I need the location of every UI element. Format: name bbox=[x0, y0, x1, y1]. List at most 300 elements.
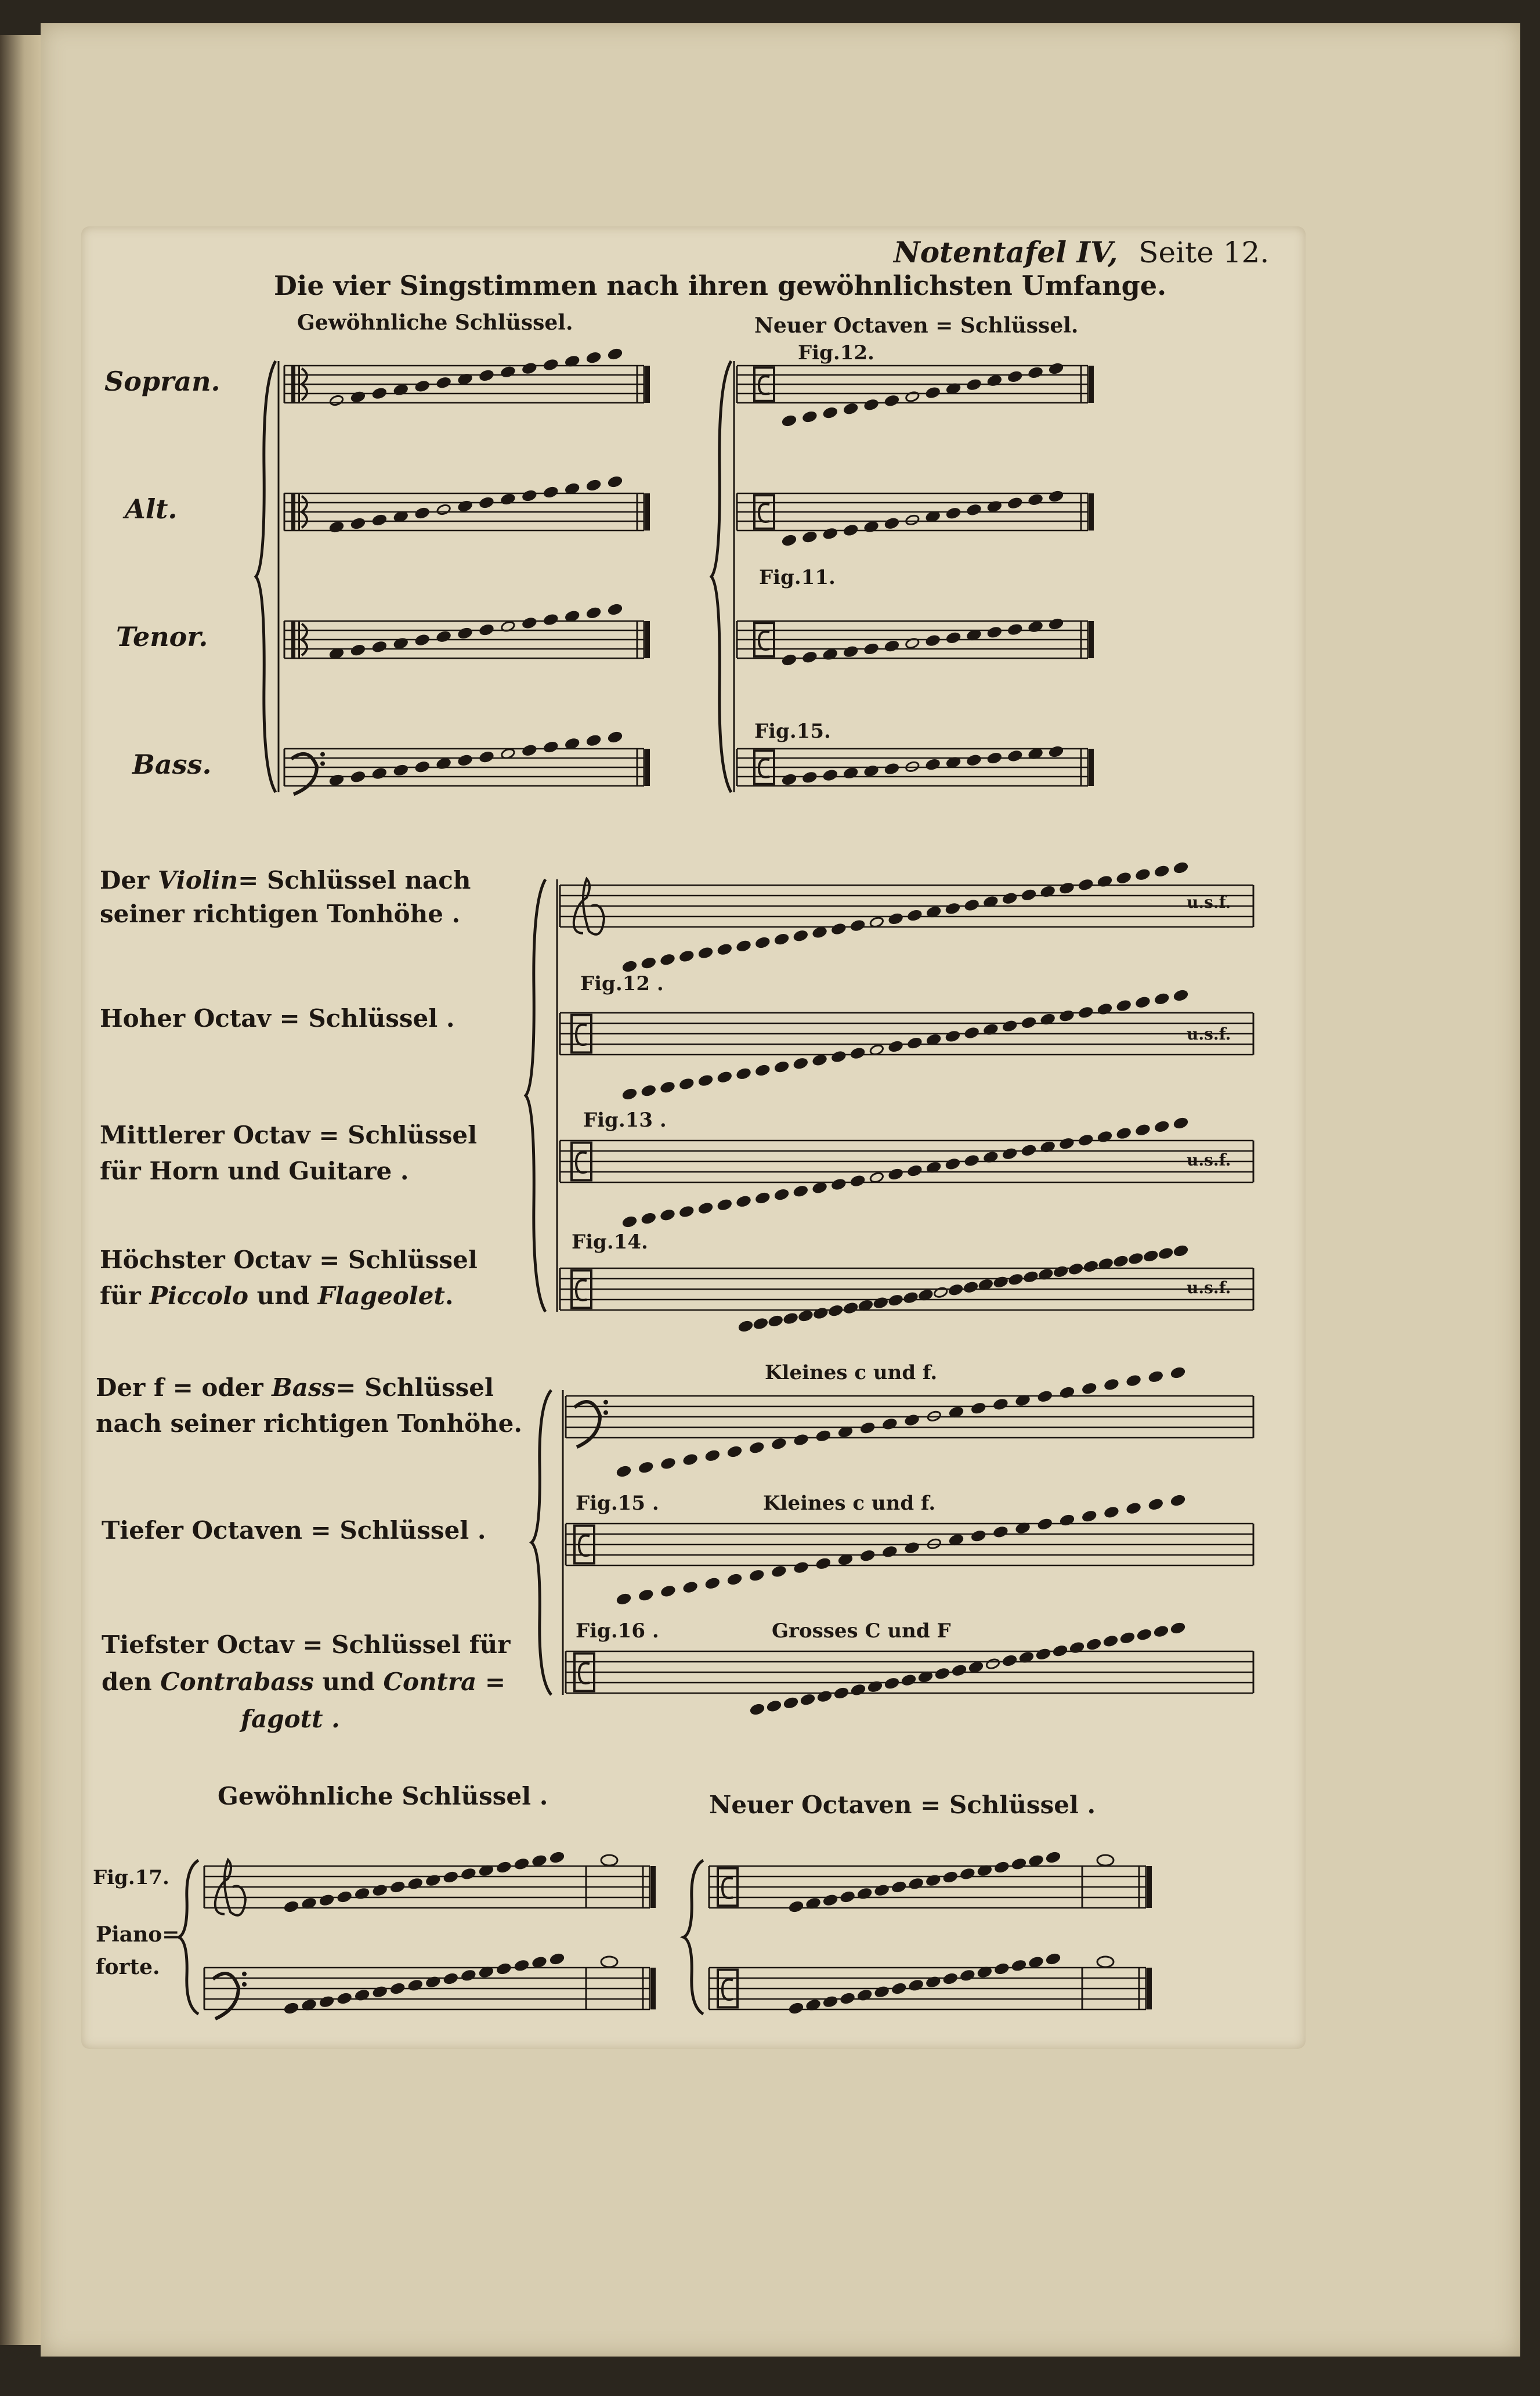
note-head bbox=[798, 1310, 813, 1322]
note-head bbox=[884, 395, 899, 407]
note-head bbox=[909, 1979, 923, 1991]
note-head bbox=[995, 1861, 1009, 1874]
note-head bbox=[372, 641, 386, 653]
brace bbox=[711, 361, 731, 792]
note-head bbox=[903, 1291, 918, 1304]
note-head bbox=[522, 490, 537, 502]
clef-mark bbox=[291, 621, 295, 658]
note-head bbox=[415, 761, 429, 773]
fig-label: Fig.12 . bbox=[580, 972, 664, 995]
note-head bbox=[891, 1881, 906, 1893]
clef-mark bbox=[291, 493, 295, 531]
note-head bbox=[1170, 1367, 1185, 1379]
note-head bbox=[550, 1852, 564, 1864]
note-head bbox=[946, 632, 960, 644]
note-head bbox=[1104, 1379, 1119, 1391]
clef-mark bbox=[759, 632, 769, 649]
note-head bbox=[943, 1973, 957, 1985]
clef-mark bbox=[291, 366, 295, 403]
brace bbox=[256, 361, 276, 792]
label-text: Contrabass bbox=[160, 1668, 314, 1696]
note-head bbox=[1155, 993, 1169, 1005]
fig-label: Fig.11. bbox=[759, 566, 836, 589]
note-head bbox=[933, 1286, 948, 1298]
clef-mark bbox=[576, 1280, 587, 1301]
note-head bbox=[1049, 746, 1063, 758]
note-head bbox=[843, 403, 858, 415]
note-head bbox=[832, 923, 846, 935]
note-head bbox=[883, 1418, 897, 1430]
note-head bbox=[888, 913, 903, 925]
label-low-octave-clef: Tiefer Octaven = Schlüssel . bbox=[102, 1516, 486, 1545]
note-head bbox=[860, 1550, 874, 1562]
note-head bbox=[1078, 1134, 1093, 1146]
note-head bbox=[987, 626, 1002, 638]
note-head bbox=[1002, 1655, 1017, 1667]
note-head bbox=[1173, 990, 1188, 1002]
note-head bbox=[901, 1674, 916, 1686]
note-head bbox=[948, 1284, 963, 1296]
note-head bbox=[373, 1884, 387, 1896]
clef-mark bbox=[576, 1025, 587, 1045]
label-text: . bbox=[444, 1282, 454, 1310]
note-head bbox=[337, 1993, 352, 2005]
note-head bbox=[908, 1037, 922, 1049]
note-head bbox=[514, 1858, 529, 1870]
note-head bbox=[1097, 1957, 1114, 1967]
clef-mark bbox=[722, 1980, 733, 2000]
note-head bbox=[679, 950, 694, 962]
note-head bbox=[550, 1953, 564, 1965]
note-head bbox=[479, 370, 494, 382]
voice-label-bass: Bass. bbox=[132, 749, 212, 780]
staff-title: Grosses C und F bbox=[772, 1619, 951, 1643]
section4-col-right: Neuer Octaven = Schlüssel . bbox=[709, 1791, 1096, 1819]
note-head bbox=[608, 476, 622, 488]
note-head bbox=[817, 1690, 832, 1702]
note-head bbox=[1137, 1629, 1151, 1641]
note-head bbox=[753, 1318, 768, 1330]
note-head bbox=[884, 763, 899, 775]
note-head bbox=[816, 1557, 830, 1569]
note-head bbox=[840, 1891, 855, 1903]
brace bbox=[179, 1860, 198, 2014]
label-text: Contra bbox=[383, 1668, 477, 1696]
note-head bbox=[1173, 1245, 1188, 1257]
note-head bbox=[1148, 1498, 1163, 1510]
note-head bbox=[860, 1422, 874, 1434]
note-head bbox=[390, 1983, 404, 1995]
note-head bbox=[1155, 1121, 1169, 1133]
note-head bbox=[864, 399, 879, 411]
note-head bbox=[812, 1054, 827, 1066]
note-head bbox=[850, 919, 865, 932]
note-head bbox=[1136, 1124, 1150, 1136]
note-head bbox=[774, 1189, 789, 1201]
note-head bbox=[1126, 1374, 1141, 1387]
note-head bbox=[774, 1061, 789, 1073]
note-head bbox=[1155, 865, 1169, 878]
label-text: Violin bbox=[157, 866, 238, 894]
note-head bbox=[812, 926, 827, 939]
note-head bbox=[960, 1868, 975, 1880]
note-head bbox=[660, 1209, 675, 1221]
note-head bbox=[408, 1878, 422, 1890]
note-head bbox=[390, 1881, 404, 1893]
note-head bbox=[1103, 1635, 1118, 1647]
note-head bbox=[843, 1302, 858, 1314]
note-head bbox=[372, 514, 386, 526]
note-head bbox=[372, 387, 386, 399]
clef-mark bbox=[298, 366, 300, 403]
note-head bbox=[622, 961, 637, 973]
note-head bbox=[749, 1442, 764, 1454]
note-head bbox=[943, 1871, 957, 1883]
note-head bbox=[926, 759, 940, 771]
note-head bbox=[1053, 1266, 1068, 1278]
clef-mark bbox=[298, 621, 300, 658]
note-head bbox=[960, 1969, 975, 1982]
note-head bbox=[945, 1158, 960, 1170]
clef-mark bbox=[213, 1973, 238, 2019]
note-head bbox=[319, 1894, 334, 1906]
note-head bbox=[952, 1664, 966, 1676]
note-head bbox=[774, 933, 789, 946]
note-head bbox=[616, 1466, 631, 1478]
note-head bbox=[608, 348, 622, 360]
label-text: nach seiner richtigen Tonhöhe. bbox=[96, 1409, 523, 1438]
label-text: Höchster Octav = Schlüssel bbox=[100, 1246, 478, 1274]
note-head bbox=[967, 504, 981, 516]
note-head bbox=[479, 751, 494, 763]
note-head bbox=[717, 943, 732, 955]
note-head bbox=[1011, 1960, 1026, 1972]
note-head bbox=[1046, 1852, 1060, 1864]
note-head bbox=[794, 1434, 808, 1446]
note-head bbox=[284, 1901, 298, 1913]
note-head bbox=[1144, 1250, 1158, 1262]
note-head bbox=[800, 1694, 815, 1706]
note-head bbox=[436, 377, 451, 389]
note-head bbox=[1104, 1506, 1119, 1518]
note-head bbox=[415, 380, 429, 392]
note-head bbox=[350, 771, 365, 783]
note-head bbox=[1068, 1263, 1083, 1275]
label-text: Piano= bbox=[96, 1922, 180, 1947]
note-head bbox=[789, 1901, 803, 1913]
note-head bbox=[851, 1684, 865, 1696]
note-head bbox=[705, 1449, 720, 1462]
note-head bbox=[373, 1986, 387, 1998]
note-head bbox=[661, 1457, 675, 1470]
note-head bbox=[767, 1700, 781, 1712]
note-head bbox=[736, 1067, 751, 1080]
note-head bbox=[908, 1165, 922, 1177]
note-head bbox=[1021, 1145, 1036, 1157]
note-head bbox=[789, 2002, 803, 2015]
note-head bbox=[727, 1574, 742, 1586]
note-head bbox=[802, 651, 817, 663]
page-number: Seite 12. bbox=[1138, 236, 1270, 269]
note-head bbox=[738, 1320, 753, 1333]
note-head bbox=[968, 1661, 983, 1673]
note-head bbox=[532, 1956, 547, 1968]
note-head bbox=[1170, 1622, 1185, 1634]
note-head bbox=[883, 1546, 897, 1558]
clef-mark bbox=[759, 759, 769, 777]
note-head bbox=[1116, 999, 1131, 1012]
note-head bbox=[793, 930, 808, 942]
note-head bbox=[971, 1530, 985, 1542]
label-text: Flageolet bbox=[317, 1282, 445, 1310]
note-head bbox=[1148, 1370, 1163, 1383]
note-head bbox=[1002, 1148, 1017, 1160]
note-head bbox=[544, 486, 558, 499]
usf-label: u.s.f. bbox=[1187, 893, 1231, 912]
note-head bbox=[522, 744, 537, 756]
fig-label: Fig.15 . bbox=[576, 1492, 659, 1515]
note-head bbox=[727, 1446, 742, 1458]
note-head bbox=[608, 731, 622, 744]
note-head bbox=[864, 643, 879, 655]
note-head bbox=[993, 1398, 1008, 1410]
note-head bbox=[544, 741, 558, 753]
note-head bbox=[497, 1861, 511, 1874]
note-head bbox=[1008, 623, 1022, 636]
note-head bbox=[1173, 1117, 1188, 1130]
note-head bbox=[329, 395, 344, 407]
plate-number: Notentafel IV, bbox=[894, 235, 1118, 269]
clef-mark bbox=[291, 754, 317, 795]
note-head bbox=[683, 1581, 697, 1593]
brace bbox=[684, 1860, 703, 2014]
note-head bbox=[461, 1969, 476, 1982]
note-head bbox=[705, 1577, 720, 1589]
note-head bbox=[608, 604, 622, 616]
note-head bbox=[840, 1993, 855, 2005]
note-head bbox=[1060, 1010, 1074, 1022]
note-head bbox=[832, 1051, 846, 1063]
note-head bbox=[1082, 1383, 1096, 1395]
note-head bbox=[415, 507, 429, 519]
note-head bbox=[337, 1891, 352, 1903]
note-head bbox=[874, 1884, 889, 1896]
note-head bbox=[828, 1305, 843, 1317]
note-head bbox=[850, 1047, 865, 1059]
note-head bbox=[497, 1963, 511, 1975]
clef-mark bbox=[579, 1664, 590, 1684]
note-head bbox=[888, 1168, 903, 1181]
note-head bbox=[1060, 882, 1074, 894]
note-head bbox=[1083, 1261, 1098, 1273]
note-head bbox=[782, 535, 796, 547]
voice-label-alt: Alt. bbox=[125, 493, 178, 525]
note-head bbox=[1028, 367, 1043, 379]
note-head bbox=[945, 903, 960, 915]
label-text: und bbox=[313, 1668, 384, 1696]
label-text: Der f = oder bbox=[96, 1373, 272, 1402]
note-head bbox=[1029, 1854, 1043, 1867]
note-head bbox=[1011, 1858, 1026, 1870]
note-head bbox=[935, 1668, 949, 1680]
note-head bbox=[985, 1658, 1000, 1670]
note-head bbox=[993, 1276, 1008, 1288]
section1-col-left: Gewöhnliche Schlüssel. bbox=[297, 311, 573, 335]
note-head bbox=[641, 957, 656, 969]
note-head bbox=[586, 734, 601, 746]
note-head bbox=[802, 771, 817, 784]
note-head bbox=[443, 1973, 458, 1985]
note-head bbox=[794, 1561, 808, 1574]
fig-label: Fig.17. bbox=[93, 1866, 169, 1889]
note-head bbox=[514, 1960, 529, 1972]
note-head bbox=[1136, 996, 1150, 1008]
note-head bbox=[660, 954, 675, 966]
note-head bbox=[823, 528, 837, 540]
note-head bbox=[823, 1996, 837, 2008]
note-head bbox=[993, 1526, 1008, 1538]
note-head bbox=[823, 769, 837, 781]
label-text: = Schlüssel nach bbox=[238, 866, 471, 894]
fig-label: Fig.12. bbox=[798, 341, 874, 365]
note-head bbox=[823, 407, 837, 419]
usf-label: u.s.f. bbox=[1187, 1024, 1231, 1044]
note-head bbox=[850, 1175, 865, 1187]
note-head bbox=[750, 1704, 764, 1716]
clef-mark bbox=[722, 1878, 733, 1899]
section1-title: Die vier Singstimmen nach ihren gewöhnlichsten Umfange. bbox=[274, 270, 1167, 301]
note-head bbox=[793, 1185, 808, 1197]
fig-label: Fig.16 . bbox=[576, 1619, 659, 1643]
brace bbox=[532, 1390, 551, 1695]
note-head bbox=[1120, 1632, 1134, 1644]
note-head bbox=[1060, 1138, 1074, 1150]
note-head bbox=[749, 1569, 764, 1582]
note-head bbox=[1049, 618, 1063, 630]
note-head bbox=[638, 1462, 653, 1474]
note-head bbox=[908, 910, 922, 922]
note-head bbox=[967, 378, 981, 391]
label-text: den bbox=[102, 1668, 161, 1696]
note-head bbox=[1008, 750, 1022, 762]
note-head bbox=[1114, 1255, 1128, 1268]
note-head bbox=[755, 1192, 770, 1204]
note-head bbox=[1024, 1271, 1038, 1283]
note-head bbox=[458, 627, 472, 640]
note-head bbox=[1008, 371, 1022, 383]
note-head bbox=[415, 634, 429, 646]
usf-label: u.s.f. bbox=[1187, 1150, 1231, 1170]
note-head bbox=[967, 754, 981, 766]
note-head bbox=[816, 1430, 830, 1442]
note-head bbox=[443, 1871, 458, 1883]
note-head bbox=[772, 1565, 786, 1578]
label-text: Bass bbox=[272, 1373, 336, 1402]
note-head bbox=[926, 634, 940, 647]
clef-mark bbox=[579, 1536, 590, 1556]
note-head bbox=[698, 947, 713, 959]
label-text: Der bbox=[100, 866, 158, 894]
note-head bbox=[832, 1178, 846, 1190]
note-head bbox=[1116, 872, 1131, 884]
note-head bbox=[1046, 1953, 1060, 1965]
note-head bbox=[964, 1154, 979, 1167]
note-head bbox=[987, 752, 1002, 764]
note-head bbox=[905, 514, 920, 526]
clef-mark bbox=[576, 1153, 587, 1173]
note-head bbox=[501, 366, 515, 378]
note-head bbox=[522, 362, 537, 374]
note-head bbox=[350, 391, 365, 403]
note-head bbox=[544, 359, 558, 371]
note-head bbox=[1158, 1247, 1173, 1260]
note-head bbox=[1049, 490, 1063, 503]
voice-label-tenor: Tenor. bbox=[116, 621, 208, 652]
note-head bbox=[698, 1074, 713, 1087]
note-head bbox=[698, 1202, 713, 1214]
note-head bbox=[884, 1677, 899, 1690]
clef-mark bbox=[242, 1972, 247, 1976]
note-head bbox=[436, 630, 451, 643]
note-head bbox=[1002, 892, 1017, 904]
usf-label: u.s.f. bbox=[1187, 1278, 1231, 1297]
note-head bbox=[909, 1878, 923, 1890]
note-head bbox=[1154, 1625, 1168, 1637]
note-head bbox=[458, 755, 472, 767]
note-head bbox=[1082, 1510, 1096, 1522]
staff-title: Kleines c und f. bbox=[765, 1361, 938, 1384]
clef-mark bbox=[759, 376, 769, 394]
note-head bbox=[884, 517, 899, 529]
clef-mark bbox=[574, 1402, 600, 1447]
note-head bbox=[812, 1182, 827, 1194]
note-head bbox=[1036, 1648, 1050, 1660]
note-head bbox=[717, 1199, 732, 1211]
note-head bbox=[945, 1030, 960, 1042]
note-head bbox=[1021, 889, 1036, 901]
note-head bbox=[1170, 1495, 1185, 1507]
note-head bbox=[372, 767, 386, 780]
note-head bbox=[905, 1542, 919, 1554]
note-head bbox=[802, 411, 817, 423]
note-head bbox=[768, 1315, 783, 1327]
note-head bbox=[1129, 1253, 1143, 1265]
note-head bbox=[772, 1438, 786, 1450]
note-head bbox=[586, 352, 601, 364]
note-head bbox=[782, 774, 796, 786]
note-head bbox=[843, 645, 858, 658]
note-head bbox=[479, 624, 494, 636]
label-text: seiner richtigen Tonhöhe . bbox=[100, 900, 461, 928]
note-head bbox=[1037, 1390, 1052, 1402]
note-head bbox=[350, 644, 365, 656]
note-head bbox=[783, 1697, 798, 1709]
note-head bbox=[946, 507, 960, 519]
note-head bbox=[964, 899, 979, 911]
note-head bbox=[802, 531, 817, 543]
note-head bbox=[319, 1996, 334, 2008]
note-head bbox=[964, 1027, 979, 1039]
note-head bbox=[1173, 862, 1188, 874]
label-text: für bbox=[100, 1282, 150, 1310]
note-head bbox=[1078, 1006, 1093, 1019]
label-text: und bbox=[248, 1282, 318, 1310]
note-head bbox=[1053, 1645, 1067, 1657]
note-head bbox=[408, 1979, 422, 1991]
note-head bbox=[1008, 497, 1022, 509]
clef-mark bbox=[242, 1982, 247, 1987]
note-head bbox=[586, 479, 601, 492]
